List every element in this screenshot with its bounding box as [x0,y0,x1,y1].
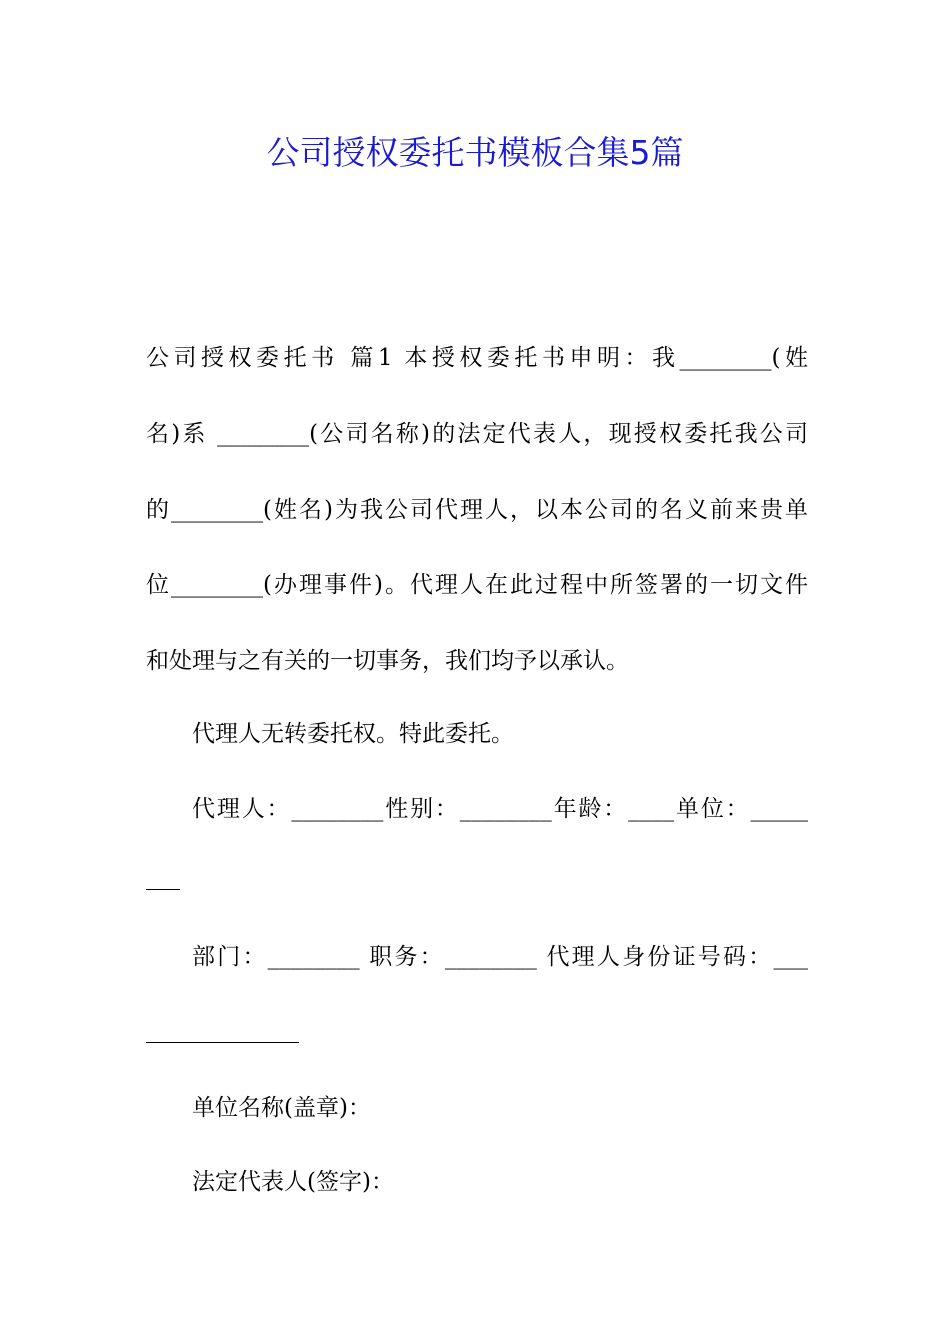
paragraph-line-5: 和处理与之有关的一切事务，我们均予以承认。 [146,648,629,674]
document-title: 公司授权委托书模板合集5篇 [266,133,684,172]
company-seal-line: 单位名称(盖章)： [192,1095,371,1121]
id-number-continuation-underline [146,1042,299,1043]
agent-unit-continuation-underline [146,889,180,890]
paragraph-line-2: 名)系 ________(公司名称)的法定代表人，现授权委托我公司 [146,421,808,447]
paragraph-line-4: 位________(办理事件)。代理人在此过程中所签署的一切文件 [146,572,808,598]
agent-dept-line: 部门：________ 职务：________ 代理人身份证号码：___ [192,944,808,970]
legal-rep-signature-line: 法定代表人(签字)： [192,1169,394,1195]
no-subdelegation-line: 代理人无转委托权。特此委托。 [192,721,514,747]
agent-info-line: 代理人：________性别：________年龄：____单位：_____ [192,796,808,822]
paragraph-line-3: 的________(姓名)为我公司代理人，以本公司的名义前来贵单 [146,497,808,523]
paragraph-line-1: 公司授权委托书 篇1 本授权委托书申明：我________(姓 [146,345,808,371]
